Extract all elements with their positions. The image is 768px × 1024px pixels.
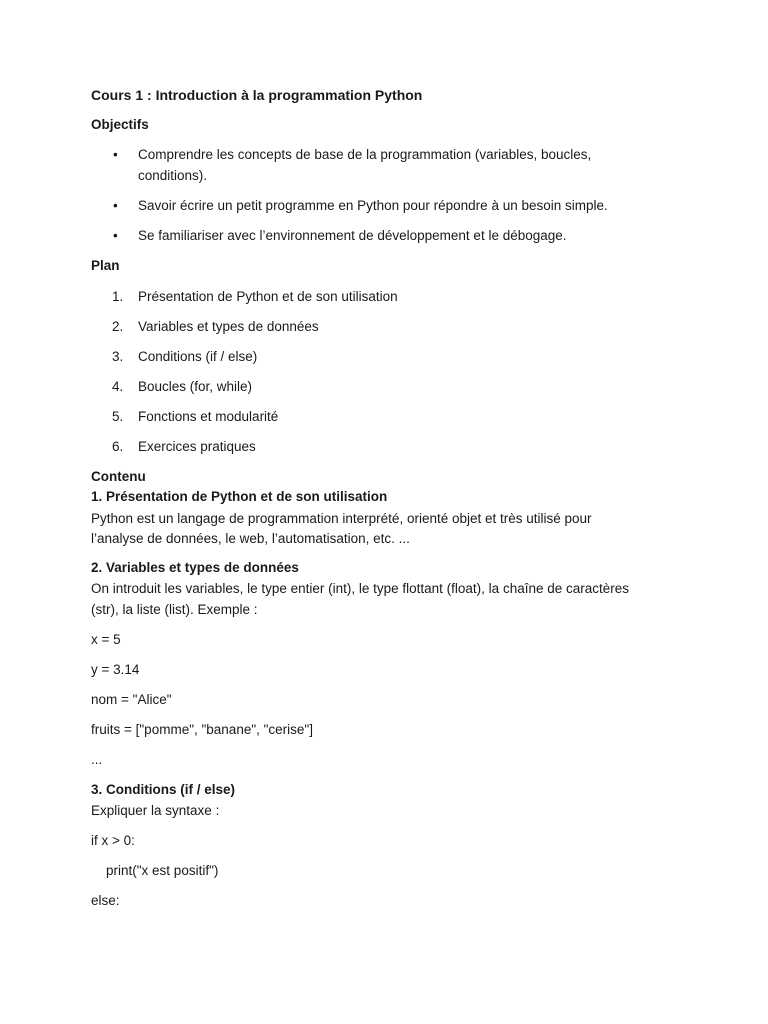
objective-text: Se familiariser avec l’environnement de développement et le débogage. [138, 228, 567, 243]
bullet-icon: • [113, 147, 118, 162]
code-line: x = 5 [91, 632, 121, 647]
plan-label: Fonctions et modularité [138, 409, 279, 424]
plan-label: Exercices pratiques [138, 439, 256, 454]
section-3-title: 3. Conditions (if / else) [91, 782, 236, 797]
section-1-text: Python est un langage de programmation interprété, orienté objet et très utilisé pour [91, 511, 592, 526]
section-2-text-cont: (str), la liste (list). Exemple : [91, 602, 258, 617]
plan-label: Présentation de Python et de son utilisation [138, 289, 398, 304]
section-2-text: On introduit les variables, le type entier (int), le type flottant (float), la chaîne de caractères [91, 581, 630, 596]
objective-text-cont: conditions). [138, 168, 208, 183]
section-1-title: 1. Présentation de Python et de son utilisation [91, 489, 388, 504]
code-line: y = 3.14 [91, 662, 140, 677]
bullet-icon: • [113, 198, 118, 213]
plan-heading: Plan [91, 258, 120, 273]
section-2-title: 2. Variables et types de données [91, 560, 299, 575]
code-line: fruits = ["pomme", "banane", "cerise"] [91, 722, 313, 737]
plan-number: 4. [112, 379, 124, 394]
plan-number: 3. [112, 349, 124, 364]
section-1-text-cont: l’analyse de données, le web, l’automatisation, etc. ... [91, 531, 410, 546]
plan-number: 1. [112, 289, 124, 304]
plan-label: Boucles (for, while) [138, 379, 253, 394]
content-heading: Contenu [91, 469, 146, 484]
plan-number: 6. [112, 439, 124, 454]
code-line: else: [91, 893, 120, 908]
code-ellipsis: ... [91, 752, 103, 767]
code-line: nom = "Alice" [91, 692, 172, 707]
document-title: Cours 1 : Introduction à la programmation Python [91, 87, 423, 103]
objectives-heading: Objectifs [91, 117, 149, 132]
code-line-indented: print("x est positif") [106, 863, 219, 878]
plan-number: 5. [112, 409, 124, 424]
section-3-text: Expliquer la syntaxe : [91, 803, 220, 818]
code-line: if x > 0: [91, 833, 135, 848]
objective-text: Comprendre les concepts de base de la programmation (variables, boucles, [138, 147, 592, 162]
plan-label: Variables et types de données [138, 319, 319, 334]
plan-label: Conditions (if / else) [138, 349, 258, 364]
plan-number: 2. [112, 319, 124, 334]
bullet-icon: • [113, 228, 118, 243]
objective-text: Savoir écrire un petit programme en Python pour répondre à un besoin simple. [138, 198, 608, 213]
